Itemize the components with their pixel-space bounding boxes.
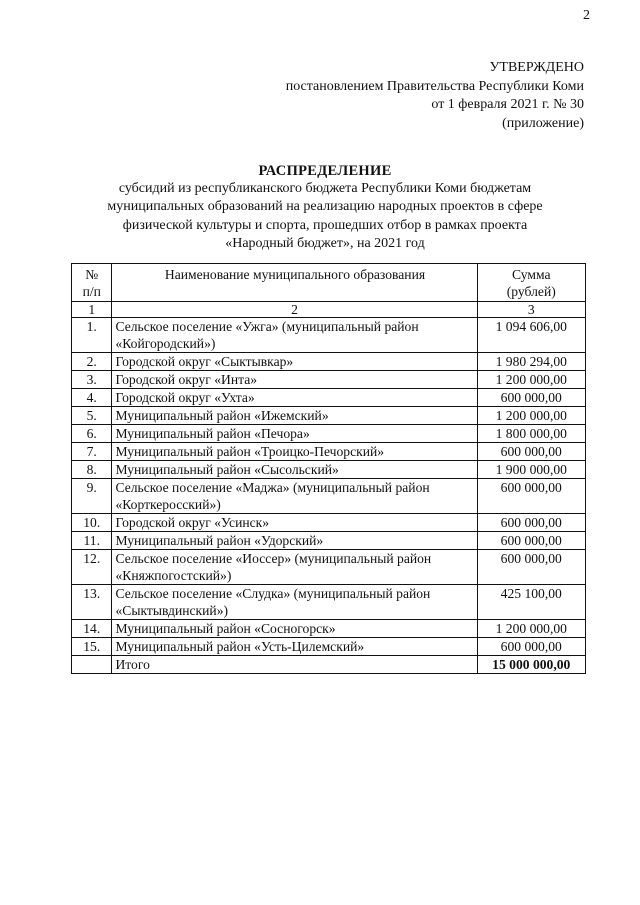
approval-block	[286, 59, 584, 133]
row-name: Муниципальный район «Ижемский»	[112, 407, 477, 425]
table-row	[72, 371, 586, 389]
row-number: 12.	[72, 550, 112, 585]
row-sum: 600 000,00	[477, 638, 585, 656]
approval-stamp: УТВЕРЖДЕНО	[489, 60, 584, 75]
row-name: Сельское поселение «Маджа» (муниципальный район «Корткеросский»)	[112, 479, 477, 514]
header-sum	[477, 264, 585, 302]
row-number: 14.	[72, 620, 112, 638]
row-name: Городской округ «Сыктывкар»	[112, 353, 477, 371]
total-sum: 15 000 000,00	[477, 656, 585, 674]
row-name: Сельское поселение «Слудка» (муниципальный район «Сыктывдинский»)	[112, 585, 477, 620]
row-number: 4.	[72, 389, 112, 407]
subtitle-line: физической культуры и спорта, прошедших отбор в рамках проекта	[122, 217, 528, 233]
row-name: Городской округ «Инта»	[112, 371, 477, 389]
header-number-abbr: п/п	[82, 284, 101, 299]
total-row	[72, 656, 586, 674]
header-sum-label: Сумма	[512, 267, 551, 282]
row-name: Сельское поселение «Иоссер» (муниципальный район «Княжпогостский»)	[112, 550, 477, 585]
row-sum: 600 000,00	[477, 514, 585, 532]
row-number: 10.	[72, 514, 112, 532]
table-row	[72, 407, 586, 425]
table-row	[72, 638, 586, 656]
row-sum: 1 200 000,00	[477, 407, 585, 425]
row-sum: 425 100,00	[477, 585, 585, 620]
row-sum: 600 000,00	[477, 479, 585, 514]
table-row	[72, 353, 586, 371]
row-name: Городской округ «Ухта»	[112, 389, 477, 407]
table-row	[72, 550, 586, 585]
row-sum: 1 900 000,00	[477, 461, 585, 479]
row-name: Городской округ «Усинск»	[112, 514, 477, 532]
row-name: Муниципальный район «Троицко-Печорский»	[112, 443, 477, 461]
approval-appendix: (приложение)	[502, 115, 584, 131]
row-sum: 1 094 606,00	[477, 318, 585, 353]
row-number: 11.	[72, 532, 112, 550]
row-number: 3.	[72, 371, 112, 389]
row-sum: 600 000,00	[477, 443, 585, 461]
row-name: Муниципальный район «Печора»	[112, 425, 477, 443]
column-number-row	[72, 302, 586, 318]
row-sum: 600 000,00	[477, 389, 585, 407]
page-number: 2	[583, 8, 590, 23]
table-row	[72, 389, 586, 407]
row-name: Муниципальный район «Сысольский»	[112, 461, 477, 479]
row-number: 6.	[72, 425, 112, 443]
header-number	[72, 264, 112, 302]
table-row	[72, 318, 586, 353]
row-sum: 600 000,00	[477, 550, 585, 585]
header-number-symbol: №	[85, 267, 99, 282]
row-name: Сельское поселение «Ужга» (муниципальный район «Койгородский»)	[112, 318, 477, 353]
row-number: 13.	[72, 585, 112, 620]
header-name: Наименование муниципального образования	[112, 264, 477, 302]
table-row	[72, 585, 586, 620]
table-row	[72, 425, 586, 443]
table-body	[72, 318, 586, 656]
row-number: 1.	[72, 318, 112, 353]
row-name: Муниципальный район «Удорский»	[112, 532, 477, 550]
column-number: 2	[112, 302, 477, 318]
row-number: 9.	[72, 479, 112, 514]
row-sum: 1 980 294,00	[477, 353, 585, 371]
document-title: РАСПРЕДЕЛЕНИЕ	[258, 163, 392, 179]
column-number: 3	[477, 302, 585, 318]
row-number: 15.	[72, 638, 112, 656]
row-sum: 1 800 000,00	[477, 425, 585, 443]
row-name: Муниципальный район «Сосногорск»	[112, 620, 477, 638]
table-header-row	[72, 264, 586, 302]
table-row	[72, 620, 586, 638]
row-sum: 1 200 000,00	[477, 371, 585, 389]
distribution-table	[71, 263, 586, 674]
header-sum-unit: (рублей)	[506, 284, 556, 299]
table-row	[72, 443, 586, 461]
column-number: 1	[72, 302, 112, 318]
subtitle-line: субсидий из республиканского бюджета Республики Коми бюджетам	[118, 181, 532, 196]
total-label: Итого	[112, 656, 477, 674]
table-row	[72, 532, 586, 550]
row-number: 8.	[72, 461, 112, 479]
table-row	[72, 514, 586, 532]
subtitle-line: «Народный бюджет», на 2021 год	[225, 235, 425, 251]
approval-date: от 1 февраля 2021 г. № 30	[431, 97, 584, 112]
subtitle-line: муниципальных образований на реализацию народных проектов в сфере	[107, 199, 543, 215]
row-number: 7.	[72, 443, 112, 461]
row-number: 2.	[72, 353, 112, 371]
approval-decree: постановлением Правительства Республики Коми	[285, 78, 584, 94]
document-heading	[60, 162, 590, 253]
table-row	[72, 461, 586, 479]
row-name: Муниципальный район «Усть-Цилемский»	[112, 638, 477, 656]
row-sum: 1 200 000,00	[477, 620, 585, 638]
document-subtitle	[60, 180, 590, 253]
table-row	[72, 479, 586, 514]
total-number	[72, 656, 112, 674]
row-number: 5.	[72, 407, 112, 425]
row-sum: 600 000,00	[477, 532, 585, 550]
